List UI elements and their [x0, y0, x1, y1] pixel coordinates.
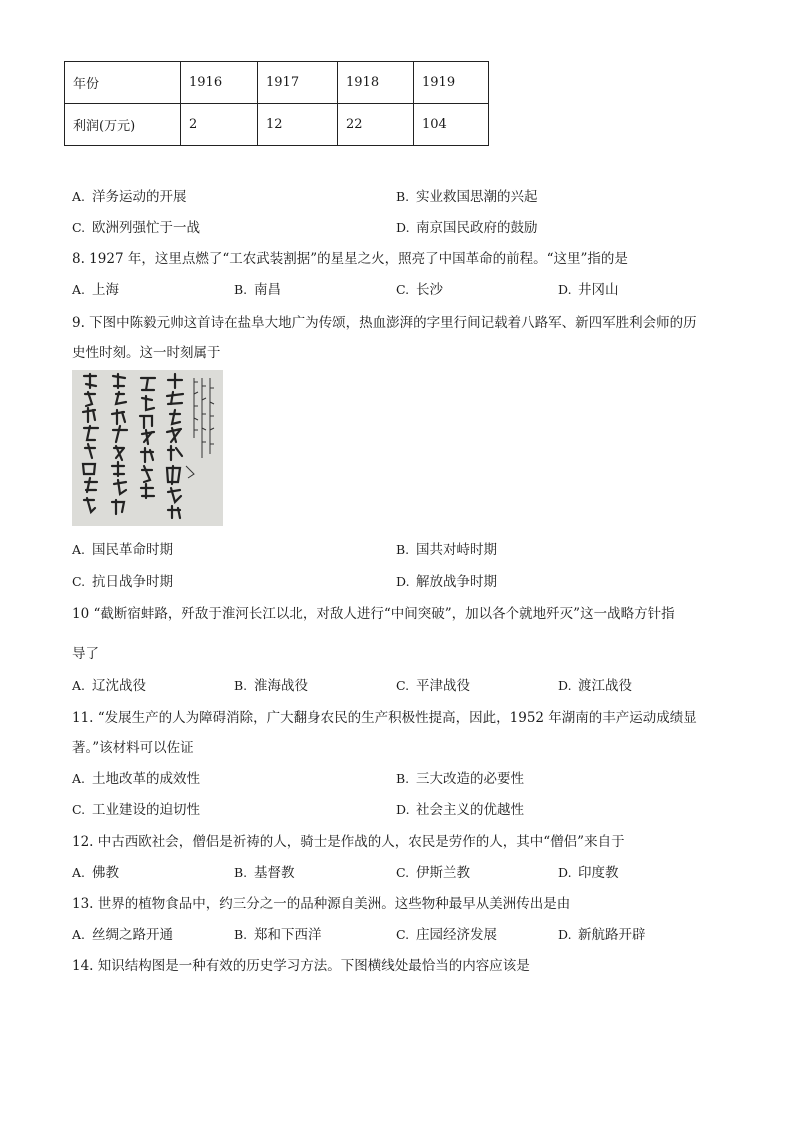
calligraphy-photo — [72, 370, 223, 526]
option-c[interactable] — [396, 278, 443, 298]
option-text: 丝绸之路开通 — [92, 927, 173, 943]
option-key: A. — [72, 282, 86, 297]
option-text: 渡江战役 — [578, 678, 632, 694]
option-key: B. — [396, 189, 410, 204]
table-row — [65, 104, 489, 146]
option-text: 印度教 — [578, 865, 619, 881]
option-key: A. — [72, 189, 86, 204]
calligraphy-image — [72, 370, 223, 526]
option-c[interactable] — [396, 861, 470, 881]
option-key: A. — [72, 542, 86, 557]
table-row — [65, 62, 489, 104]
option-d[interactable] — [558, 923, 646, 943]
option-d[interactable] — [558, 674, 632, 694]
question-10-stem-line2: 导了 — [72, 646, 99, 662]
option-text: 佛教 — [92, 865, 119, 881]
table-cell: 利润(万元) — [65, 104, 181, 146]
option-d[interactable] — [396, 216, 538, 236]
table-cell: 104 — [414, 104, 489, 146]
question-9-stem-line1: 9. 下图中陈毅元帅这首诗在盐阜大地广为传颂，热血澎湃的字里行间记载着八路军、新四军胜利会师的历 — [72, 315, 697, 331]
option-text: 基督教 — [254, 865, 295, 881]
option-key: C. — [72, 574, 86, 589]
option-d[interactable] — [396, 570, 497, 590]
option-key: A. — [72, 771, 86, 786]
option-text: 井冈山 — [578, 282, 619, 298]
option-text: 土地改革的成效性 — [92, 771, 200, 787]
option-key: B. — [396, 542, 410, 557]
option-key: C. — [72, 220, 86, 235]
option-b[interactable] — [396, 538, 497, 558]
option-key: D. — [558, 282, 572, 297]
question-11-stem-line1: 11. “发展生产的人为障碍消除，广大翻身农民的生产积极性提高，因此，1952 年湖南的丰产运动成绩显 — [72, 710, 697, 726]
option-key: B. — [234, 927, 248, 942]
option-c[interactable] — [72, 798, 200, 818]
option-text: 工业建设的迫切性 — [92, 802, 200, 818]
option-key: D. — [396, 802, 410, 817]
option-c[interactable] — [396, 674, 470, 694]
option-text: 南京国民政府的鼓励 — [416, 220, 538, 236]
option-a[interactable] — [72, 185, 187, 205]
question-13-stem: 13. 世界的植物食品中，约三分之一的品种源自美洲。这些物种最早从美洲传出是由 — [72, 896, 571, 912]
question-10-stem-line1: 10 “截断宿蚌路，歼敌于淮河长江以北，对敌人进行“中间突破”，加以各个就地歼灭”这一战略方针指 — [72, 606, 675, 622]
option-key: D. — [558, 678, 572, 693]
option-key: C. — [396, 865, 410, 880]
option-key: B. — [234, 865, 248, 880]
question-8-stem: 8. 1927 年，这里点燃了“工农武装割据”的星星之火，照亮了中国革命的前程。“这里”指的是 — [72, 251, 628, 267]
table-cell: 2 — [181, 104, 258, 146]
option-text: 南昌 — [254, 282, 281, 298]
profit-table — [64, 61, 489, 146]
option-text: 抗日战争时期 — [92, 574, 173, 590]
option-a[interactable] — [72, 861, 119, 881]
option-b[interactable] — [234, 923, 322, 943]
option-b[interactable] — [234, 278, 281, 298]
option-text: 庄园经济发展 — [416, 927, 497, 943]
option-d[interactable] — [396, 798, 524, 818]
table-cell: 22 — [338, 104, 414, 146]
option-text: 平津战役 — [416, 678, 470, 694]
option-text: 国民革命时期 — [92, 542, 173, 558]
option-text: 实业救国思潮的兴起 — [416, 189, 538, 205]
option-text: 伊斯兰教 — [416, 865, 470, 881]
option-c[interactable] — [396, 923, 497, 943]
option-b[interactable] — [396, 767, 524, 787]
option-a[interactable] — [72, 278, 119, 298]
option-d[interactable] — [558, 278, 619, 298]
option-b[interactable] — [234, 861, 295, 881]
table-cell: 12 — [258, 104, 338, 146]
option-text: 社会主义的优越性 — [416, 802, 524, 818]
table-cell: 年份 — [65, 62, 181, 104]
option-text: 解放战争时期 — [416, 574, 497, 590]
option-key: D. — [558, 865, 572, 880]
option-text: 新航路开辟 — [578, 927, 646, 943]
option-a[interactable] — [72, 923, 173, 943]
option-key: D. — [558, 927, 572, 942]
option-c[interactable] — [72, 216, 200, 236]
option-d[interactable] — [558, 861, 619, 881]
option-b[interactable] — [396, 185, 538, 205]
option-key: A. — [72, 678, 86, 693]
option-text: 上海 — [92, 282, 119, 298]
option-text: 郑和下西洋 — [254, 927, 322, 943]
option-key: D. — [396, 574, 410, 589]
question-12-stem: 12. 中古西欧社会，僧侣是祈祷的人，骑士是作战的人，农民是劳作的人，其中“僧侣”来自于 — [72, 834, 625, 850]
option-key: A. — [72, 927, 86, 942]
table-cell: 1918 — [338, 62, 414, 104]
option-a[interactable] — [72, 674, 146, 694]
option-a[interactable] — [72, 767, 200, 787]
option-key: C. — [396, 282, 410, 297]
option-key: A. — [72, 865, 86, 880]
table-cell: 1919 — [414, 62, 489, 104]
option-b[interactable] — [234, 674, 308, 694]
question-9-stem-line2: 史性时刻。这一时刻属于 — [72, 345, 221, 361]
option-key: C. — [396, 927, 410, 942]
option-text: 欧洲列强忙于一战 — [92, 220, 200, 236]
option-text: 辽沈战役 — [92, 678, 146, 694]
question-11-stem-line2: 著。”该材料可以佐证 — [72, 740, 194, 756]
option-text: 国共对峙时期 — [416, 542, 497, 558]
option-a[interactable] — [72, 538, 173, 558]
table-cell: 1916 — [181, 62, 258, 104]
option-key: B. — [396, 771, 410, 786]
question-14-stem: 14. 知识结构图是一种有效的历史学习方法。下图横线处最恰当的内容应该是 — [72, 958, 530, 974]
option-text: 洋务运动的开展 — [92, 189, 187, 205]
option-key: C. — [72, 802, 86, 817]
table-cell: 1917 — [258, 62, 338, 104]
option-c[interactable] — [72, 570, 173, 590]
option-key: D. — [396, 220, 410, 235]
option-key: C. — [396, 678, 410, 693]
option-key: B. — [234, 678, 248, 693]
option-key: B. — [234, 282, 248, 297]
option-text: 长沙 — [416, 282, 443, 298]
option-text: 淮海战役 — [254, 678, 308, 694]
option-text: 三大改造的必要性 — [416, 771, 524, 787]
